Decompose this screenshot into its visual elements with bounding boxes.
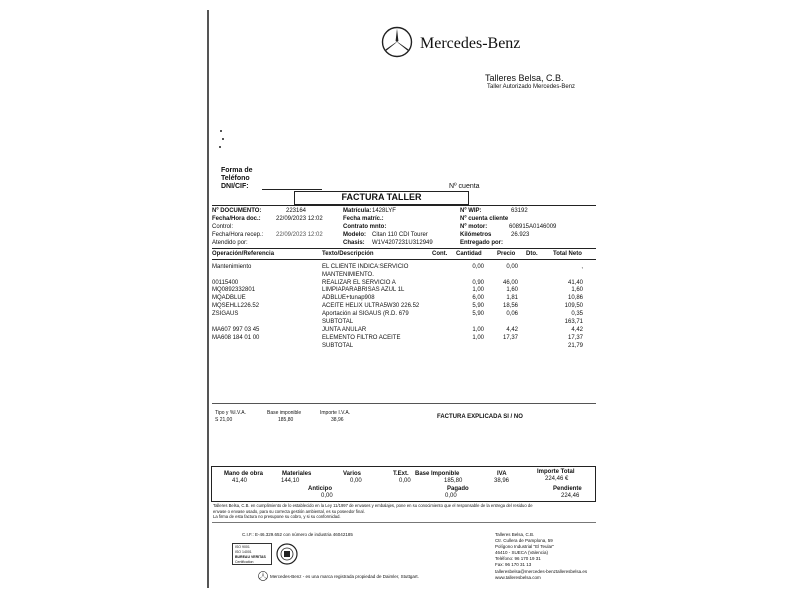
total-base-label: Base Imponible: [415, 471, 460, 477]
telefono-label: Teléfono: [221, 175, 250, 182]
workshop-subtitle: Taller Autorizado Mercedes-Benz: [487, 84, 576, 90]
tax-base-value: 185,80: [278, 417, 294, 423]
wip-label: Nº WIP:: [460, 208, 482, 214]
pendiente-label: Pendiente: [553, 486, 582, 492]
rows2-qty: 1,00 1,00: [472, 327, 484, 341]
forma-de-label: Forma de: [221, 167, 253, 174]
rows-price: 0,00 46,00 1,60 1,81 18,56 0,06: [502, 264, 518, 317]
total-mano-obra-label: Mano de obra: [224, 471, 264, 477]
entregado-label: Entregado por:: [460, 240, 503, 246]
rows2-op: MA607 997 03 45 MA608 184 01 00: [212, 327, 260, 341]
table-row: MA607 997 03 45: [212, 327, 260, 333]
doc-date-label: Fecha/Hora doc.:: [212, 216, 261, 222]
bureau-veritas-seal-icon: [276, 543, 298, 565]
control-value: [276, 223, 323, 231]
tax-base-label: Base imponible: [267, 410, 302, 416]
rows-qty: 0,00 0,90 1,00 6,00 5,90 5,90: [472, 264, 484, 317]
motor-value: 608915A0146009: [509, 224, 557, 230]
control-label: Control:: [212, 224, 234, 230]
doc-number-label: Nº DOCUMENTO:: [212, 208, 262, 214]
chasis-label: Chasis:: [343, 240, 365, 246]
scan-edge: [207, 10, 209, 588]
invoice-title: FACTURA TALLER: [341, 192, 422, 202]
pendiente-value: 224,46: [561, 493, 580, 499]
total-text-label: T.Ext.: [393, 471, 409, 477]
col-dto: Dto.: [526, 251, 538, 257]
col-cont: Cont.: [432, 251, 448, 257]
mercedes-star-icon: [381, 26, 413, 58]
footer-address: Talleres Belsa, C.B. Ctr. Cullera de Pamplona, 59 Polígono Industrial "El Teular" 46410 - SUECA (Valencia) Teléfono: 96 170 19 31 Fax: 96 170 31 13 talleresbelsa@mercedes-benztalleresbelsa.es www.talleresbelsa.com: [495, 532, 588, 580]
rows-desc: EL CLIENTE INDICA:SERVICIO MANTENIMIENTO. REALIZAR EL SERVICIO A LIMPIAPARABRISAS AZUL 1L ADBLUE+tunap908 ACEITE HELIX ULTRA5W30 226.52 Aportación al SIGAUS (R.D. 679 SUBTOTAL: [322, 264, 420, 325]
total-varios-value: 0,00: [350, 478, 362, 484]
modelo-value: Citan 110 CDI Tourer: [372, 232, 428, 238]
iso-cert-box: ISO 9001 ISO 14001 BUREAU VERITAS Certification: [232, 543, 272, 565]
cuenta-cliente-value: [511, 215, 556, 223]
cuenta-cliente-label: Nº cuenta cliente: [460, 216, 509, 222]
rows-op: Mantenimiento 00115400 MQ0892332801 MQADBLUE MQSEHLL226.52 ZSIGAUS: [212, 264, 260, 317]
workshop-name: Talleres Belsa, C.B.: [485, 73, 564, 83]
legal-text: Talleres Belsa, C.B. en cumplimiento de lo establecido en la Ley 11/1997 de envases y embalajes, pone en su conocimiento que el responsable de la entrega del residuo de envase o envase usado, para su correcta gestión ambiental, es su poseedor final. La firma de esta factura no presupone su cobro, y si su conformidad.: [213, 503, 533, 519]
info-left: [212, 207, 263, 247]
total-varios-label: Varios: [343, 471, 362, 477]
tax-amount-value: 38,96: [331, 417, 344, 423]
contrato-value: [372, 223, 433, 231]
total-materiales-value: 144,10: [281, 478, 300, 484]
n-cuenta-label: Nº cuenta: [449, 183, 480, 190]
chasis-value: W1V4207231U312949: [372, 240, 433, 246]
total-importe-label: Importe Total: [537, 469, 575, 475]
atendido-value: [276, 239, 323, 247]
total-iva-value: 38,96: [494, 478, 510, 484]
tax-type-label: Tipo y %I.V.A.: [215, 410, 247, 416]
dni-label: DNI/CIF:: [221, 183, 249, 190]
tax-type-value: S 21,00: [215, 417, 233, 423]
table-row: Mantenimiento: [212, 264, 252, 270]
total-importe-value: 224,46 €: [545, 476, 569, 482]
recep-value: 22/09/2023 12:02: [276, 232, 323, 238]
matricula-label: Matrícula:: [343, 208, 372, 214]
modelo-label: Modelo:: [343, 232, 366, 238]
recep-label: Fecha/Hora recep.:: [212, 232, 264, 238]
atendido-label: Atendido por:: [212, 240, 248, 246]
col-op: Operación/Referencia: [212, 251, 275, 257]
total-mano-obra-value: 41,40: [232, 478, 248, 484]
mercedes-star-small-icon: [258, 571, 268, 581]
info-mid-values: [372, 207, 433, 247]
rows2-net: 4,42 17,37 21,79: [567, 327, 583, 349]
col-net: Total Neto: [553, 251, 582, 257]
km-label: Kilómetros: [460, 232, 492, 238]
col-price: Precio: [497, 251, 516, 257]
km-value: 26.923: [511, 232, 530, 238]
info-right: [460, 207, 508, 247]
tax-amount-label: Importe I.V.A.: [320, 410, 351, 416]
total-materiales-label: Materiales: [282, 471, 312, 477]
pagado-label: Pagado: [447, 486, 469, 492]
matricula-value: 1428LYF: [372, 208, 396, 214]
fecha-matric-value: [372, 215, 433, 223]
total-text-value: 0,00: [399, 478, 411, 484]
fecha-matric-label: Fecha matríc.:: [343, 216, 384, 222]
total-iva-label: IVA: [497, 471, 507, 477]
cif-text: C.I.F.: E-46.329.652 con número de industria 46042185: [242, 532, 353, 537]
doc-date-value: 22/09/2023 12:02: [276, 216, 323, 222]
motor-label: Nº motor:: [460, 224, 488, 230]
pagado-value: 0,00: [445, 493, 457, 499]
info-left-values: [276, 207, 323, 247]
wip-value: 63192: [511, 208, 528, 214]
contrato-label: Contrato mnto:: [343, 224, 387, 230]
anticipo-label: Anticipo: [308, 486, 332, 492]
anticipo-value: 0,00: [321, 493, 333, 499]
doc-number-value: 223164: [286, 208, 307, 214]
rows-net: , 41,40 1,60 10,86 109,50 0,35 163,71: [564, 264, 583, 325]
total-base-value: 185,80: [444, 478, 463, 484]
info-right-values: [511, 207, 556, 247]
entregado-value: [511, 239, 556, 247]
col-qty: Cantidad: [456, 251, 482, 257]
brand-note: Mercedes-Benz - es una marca registrada propiedad de Daimler, Stuttgart.: [270, 574, 419, 579]
factura-explicada: FACTURA EXPLICADA SI / NO: [437, 414, 523, 420]
brand-name: Mercedes-Benz: [420, 35, 521, 52]
rows2-desc: JUNTA ANULAR ELEMENTO FILTRO ACEITE SUBTOTAL: [322, 327, 401, 349]
rows2-price: 4,42 17,37: [502, 327, 518, 341]
col-desc: Texto/Descripción: [322, 251, 374, 257]
